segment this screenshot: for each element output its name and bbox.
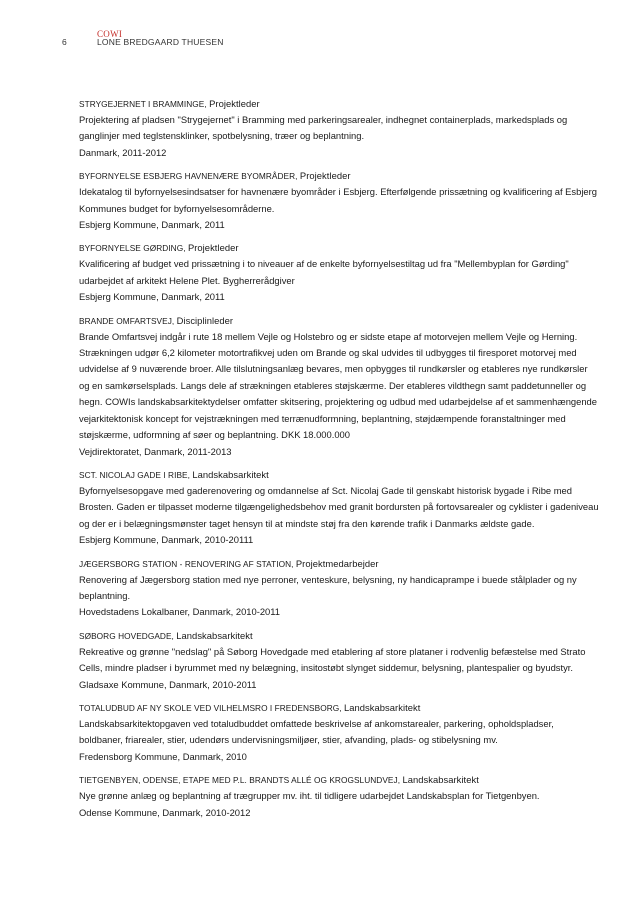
project-name: BRANDE OMFARTSVEJ, <box>79 315 175 326</box>
project-name: TIETGENBYEN, ODENSE, ETAPE MED P.L. BRANDTS ALLÉ OG KROGSLUNDVEJ, <box>79 775 401 786</box>
project-client: Vejdirektoratet, Danmark, 2011-2013 <box>79 445 232 457</box>
project-role: Projektleder <box>187 242 239 254</box>
project-name: JÆGERSBORG STATION - RENOVERING AF STATION, <box>79 558 294 569</box>
project-entry <box>79 96 599 161</box>
project-title <box>79 772 599 788</box>
project-description: Projektering af pladsen "Strygejernet" i Bramming med parkeringsarealer, indhegnet containerplads, markedsplads og ganglinjer med teglstensklinker, spotbelysning, træer og beplantning. <box>79 114 568 142</box>
project-role: Projektleder <box>209 98 260 109</box>
project-title <box>79 556 599 572</box>
project-entry <box>79 700 599 765</box>
project-entry <box>79 772 599 821</box>
project-title <box>79 168 599 184</box>
project-description: Byfornyelsesopgave med gaderenovering og omdannelse af Sct. Nicolaj Gade til genskabt historisk bygade i Ribe med Brosten. Gaden er tilpasset moderne tilgængelighedsbehov med granit bordursten på fortovsarealer og cyklister i gadeniveau og der er i belægningsmønster taget hensyn til at mindste støj fra den kørende trafik i Danmarks ældste gade. <box>79 484 599 529</box>
project-title <box>79 240 599 256</box>
project-description: Idekatalog til byfornyelsesindsatser for havnenære byområder i Esbjerg. Efterfølgende prissætning og kvalificering af Esbjerg Kommunes budget for byfornyelsesområderne. <box>79 186 597 214</box>
project-description: Landskabsarkitektopgaven ved totaludbuddet omfattede beskrivelse af ankomstarealer, parkering, opholdspladser, boldbaner, friarealer, stier, udendørs undervisningsmiljøer, stier, afvanding, plads- og stibelysning mv. <box>79 717 554 746</box>
page-header <box>0 0 638 60</box>
project-entry <box>79 240 599 305</box>
project-name: BYFORNYELSE ESBJERG HAVNENÆRE BYOMRÅDER, <box>79 171 298 182</box>
project-description: Brande Omfartsvej indgår i rute 18 mellem Vejle og Holstebro og er sidste etape af motorvejen mellem Vejle og Herning. Strækningen udgør 6,2 kilometer motortrafikvej uden om Brande og skal udvides til udbygges til firesporet motorvej med udvidelse af 9 nuværende broer. Alle tilslutningsanlæg bevares, men opbygges til rundkørsler og etableres nye rundkørsler og en samkørselsplads. Langs dele af strækningen etableres støjskærme. Der etableres vildthegn samt paddetunneller og hegn. COWIs landskabsarkitektydelser omfatter skitsering, projektering og udbud med udarbejdelse af et sammenhængende vejarkitektonisk koncept for vejstrækningen med terrænudformning, beplantning, støjdæmpende foranstaltninger med støjskærme, udformning af søer og beplantning. DKK 18.000.000 <box>79 330 597 441</box>
project-role: Disciplinleder <box>176 314 234 326</box>
project-role: Projektmedarbejder <box>295 557 379 569</box>
project-role: Landskabsarkitekt <box>192 468 269 480</box>
project-client: Esbjerg Kommune, Danmark, 2011 <box>79 291 225 303</box>
project-client: Hovedstadens Lokalbaner, Danmark, 2010-2011 <box>79 606 280 618</box>
project-title <box>79 467 599 483</box>
project-client: Fredensborg Kommune, Danmark, 2010 <box>79 750 247 762</box>
project-description: Rekreative og grønne "nedslag" på Søborg Hovedgade med etablering af store plataner i rodvenlig befæstelse med Strato Cells, mindre pladser i byrummet med ny belægning, insitostøbt slynget siddemur, belysning, plantespalier og byudstyr. <box>79 645 586 674</box>
project-name: BYFORNYELSE GØRDING, <box>79 243 186 254</box>
project-name: SØBORG HOVEDGADE, <box>79 630 174 641</box>
project-client: Danmark, 2011-2012 <box>79 146 167 158</box>
project-entry <box>79 556 599 621</box>
project-name: SCT. NICOLAJ GADE I RIBE, <box>79 469 190 480</box>
project-name: STRYGEJERNET I BRAMMINGE, <box>79 99 207 109</box>
page-number: 6 <box>62 37 67 47</box>
project-title <box>79 96 599 112</box>
project-title <box>79 700 599 716</box>
project-description: Nye grønne anlæg og beplantning af trægrupper mv. iht. til tidligere udarbejdet Landskabsplan for Tietgenbyen. <box>79 790 540 802</box>
project-description: Renovering af Jægersborg station med nye perroner, venteskure, belysning, ny handicaprampe i buede stålplader og ny beplantning. <box>79 573 577 601</box>
project-description: Kvalificering af budget ved prissætning i to niveauer af de enkelte byfornyelsestiltag ud fra "Mellembyplan for Gørding" udarbejdet af arkitekt Helene Plet. Bygherrerådgiver <box>79 258 569 286</box>
project-client: Esbjerg Kommune, Danmark, 2011 <box>79 219 225 231</box>
project-entry <box>79 313 599 460</box>
project-role: Projektleder <box>299 170 351 182</box>
project-client: Odense Kommune, Danmark, 2010-2012 <box>79 806 251 818</box>
project-entry <box>79 628 599 693</box>
project-client: Gladsaxe Kommune, Danmark, 2010-2011 <box>79 678 257 690</box>
project-list <box>79 96 599 828</box>
author-name: LONE BREDGAARD THUESEN <box>97 37 224 47</box>
project-role: Landskabsarkitekt <box>402 774 479 786</box>
project-entry <box>79 467 599 549</box>
project-role: Landskabsarkitekt <box>176 629 253 641</box>
project-title <box>79 628 599 644</box>
project-title <box>79 313 599 329</box>
project-entry <box>79 168 599 233</box>
project-name: TOTALUDBUD AF NY SKOLE VED VILHELMSRO I FREDENSBORG, <box>79 702 342 713</box>
project-role: Landskabsarkitekt <box>344 701 421 713</box>
brand-logo: COWI <box>97 29 123 39</box>
project-client: Esbjerg Kommune, Danmark, 2010-20111 <box>79 534 254 546</box>
